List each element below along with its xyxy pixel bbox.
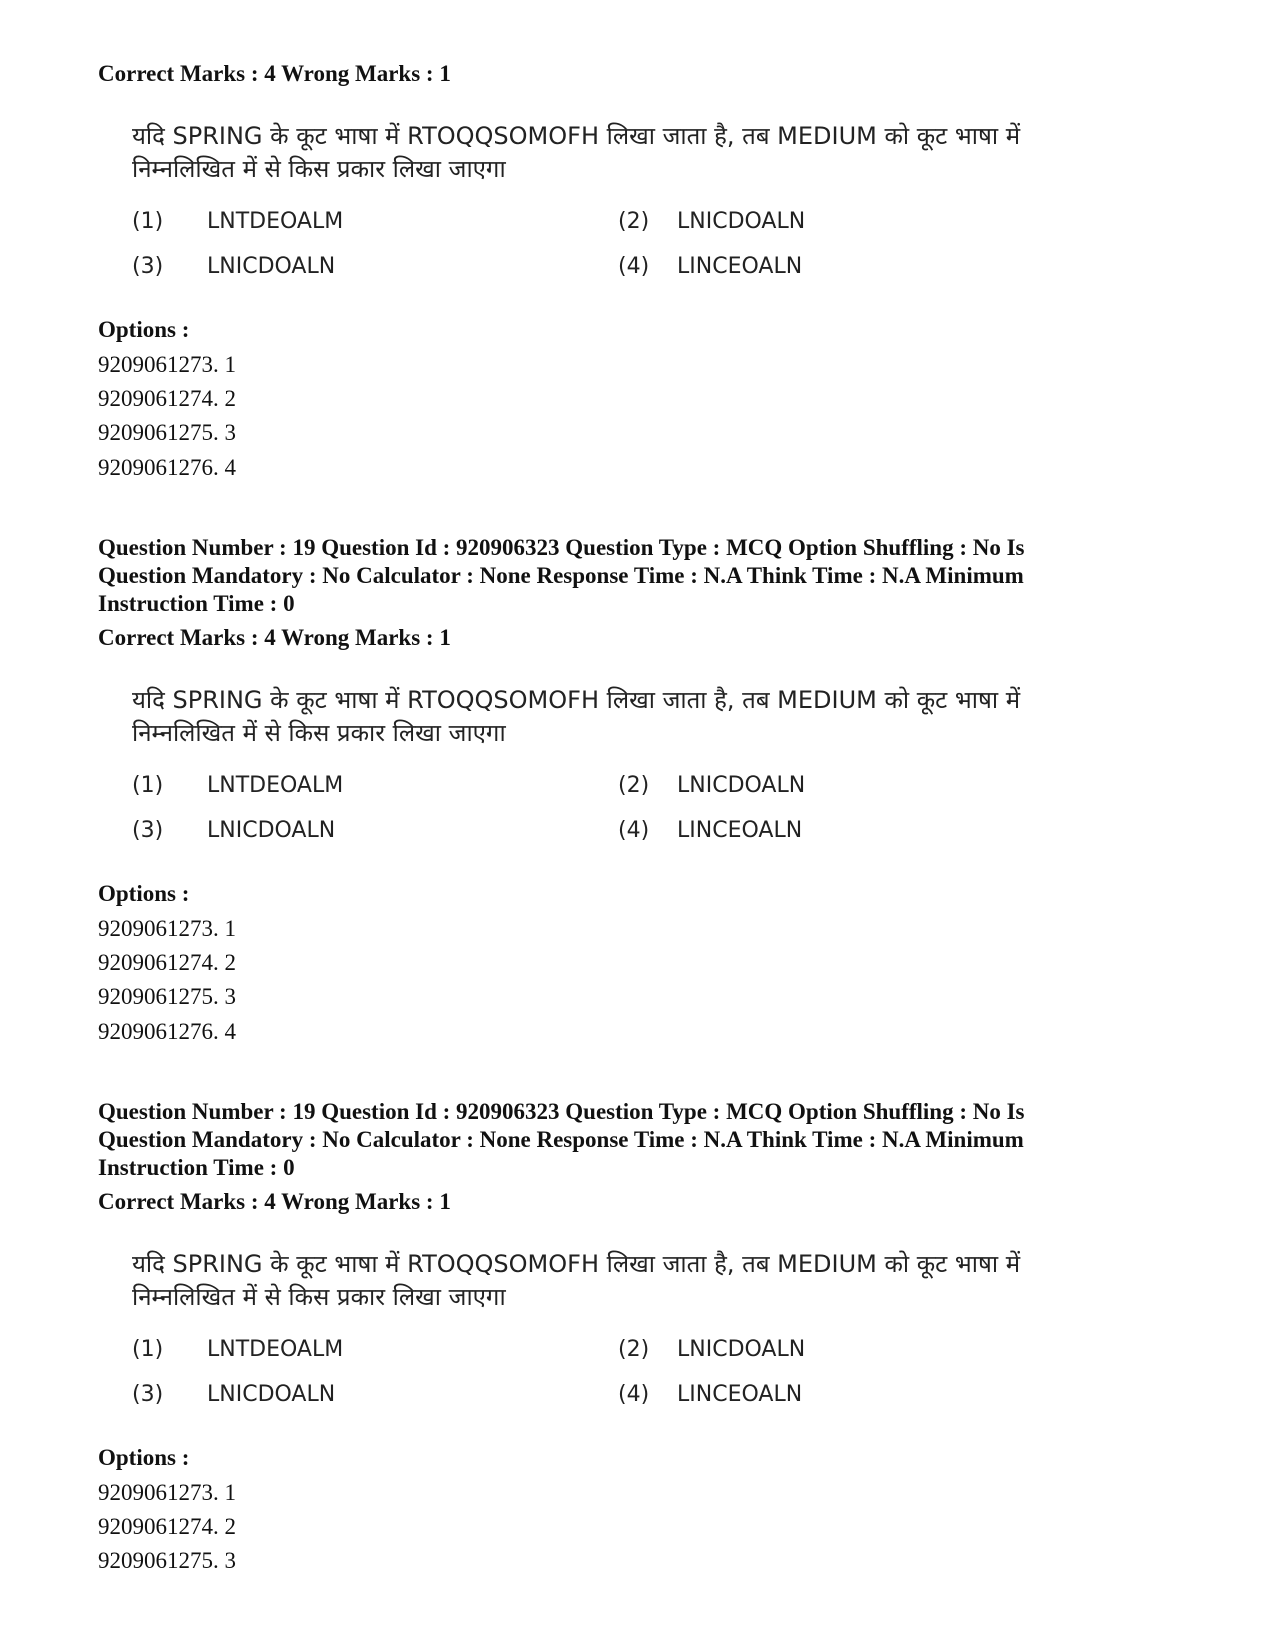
choice-text: LNTDEOALM	[207, 1337, 344, 1362]
choice-text: LNICDOALN	[677, 773, 806, 798]
choice-text: LNICDOALN	[207, 1382, 336, 1407]
question-text-line: निम्नलिखित में से किस प्रकार लिखा जाएगा	[132, 1283, 506, 1311]
choice-text: LINCEOALN	[677, 1382, 803, 1407]
option-item: 9209061273. 1	[98, 352, 236, 377]
option-item: 9209061275. 3	[98, 984, 236, 1009]
choice-number: (1)	[132, 209, 164, 234]
choice-text: LINCEOALN	[677, 818, 803, 843]
options-label: Options :	[98, 881, 190, 906]
question-meta-line: Instruction Time : 0	[98, 591, 295, 616]
question-text-line: निम्नलिखित में से किस प्रकार लिखा जाएगा	[132, 155, 506, 183]
question-text-line: यदि SPRING के कूट भाषा में RTOQQSOMOFH लिखा जाता है, तब MEDIUM को कूट भाषा में	[132, 122, 1021, 150]
question-meta-line: Instruction Time : 0	[98, 1155, 295, 1180]
question-meta-line: Question Number : 19 Question Id : 920906323 Question Type : MCQ Option Shuffling : No Is	[98, 535, 1025, 560]
choice-number: (4)	[618, 818, 650, 843]
option-item: 9209061273. 1	[98, 1480, 236, 1505]
question-meta-line: Question Mandatory : No Calculator : None Response Time : N.A Think Time : N.A Minimum	[98, 563, 1024, 588]
choice-text: LNICDOALN	[207, 254, 336, 279]
option-item: 9209061273. 1	[98, 916, 236, 941]
marks-line: Correct Marks : 4 Wrong Marks : 1	[98, 61, 451, 86]
option-item: 9209061274. 2	[98, 1514, 236, 1539]
choice-text: LNICDOALN	[677, 1337, 806, 1362]
choice-number: (1)	[132, 773, 164, 798]
question-text-line: निम्नलिखित में से किस प्रकार लिखा जाएगा	[132, 719, 506, 747]
option-item: 9209061275. 3	[98, 420, 236, 445]
choice-number: (1)	[132, 1337, 164, 1362]
choice-number: (4)	[618, 254, 650, 279]
choice-text: LINCEOALN	[677, 254, 803, 279]
choice-number: (2)	[618, 773, 650, 798]
choice-number: (2)	[618, 1337, 650, 1362]
marks-line: Correct Marks : 4 Wrong Marks : 1	[98, 625, 451, 650]
choice-text: LNTDEOALM	[207, 209, 344, 234]
choice-number: (3)	[132, 254, 164, 279]
choice-number: (4)	[618, 1382, 650, 1407]
option-item: 9209061276. 4	[98, 1019, 236, 1044]
choice-number: (3)	[132, 818, 164, 843]
question-text-line: यदि SPRING के कूट भाषा में RTOQQSOMOFH लिखा जाता है, तब MEDIUM को कूट भाषा में	[132, 1250, 1021, 1278]
option-item: 9209061274. 2	[98, 950, 236, 975]
question-meta-line: Question Number : 19 Question Id : 920906323 Question Type : MCQ Option Shuffling : No Is	[98, 1099, 1025, 1124]
option-item: 9209061276. 4	[98, 455, 236, 480]
choice-text: LNTDEOALM	[207, 773, 344, 798]
options-label: Options :	[98, 317, 190, 342]
option-item: 9209061275. 3	[98, 1548, 236, 1573]
question-meta-line: Question Mandatory : No Calculator : None Response Time : N.A Think Time : N.A Minimum	[98, 1127, 1024, 1152]
question-text-line: यदि SPRING के कूट भाषा में RTOQQSOMOFH लिखा जाता है, तब MEDIUM को कूट भाषा में	[132, 686, 1021, 714]
choice-number: (3)	[132, 1382, 164, 1407]
choice-text: LNICDOALN	[677, 209, 806, 234]
options-label: Options :	[98, 1445, 190, 1470]
choice-text: LNICDOALN	[207, 818, 336, 843]
marks-line: Correct Marks : 4 Wrong Marks : 1	[98, 1189, 451, 1214]
option-item: 9209061274. 2	[98, 386, 236, 411]
choice-number: (2)	[618, 209, 650, 234]
